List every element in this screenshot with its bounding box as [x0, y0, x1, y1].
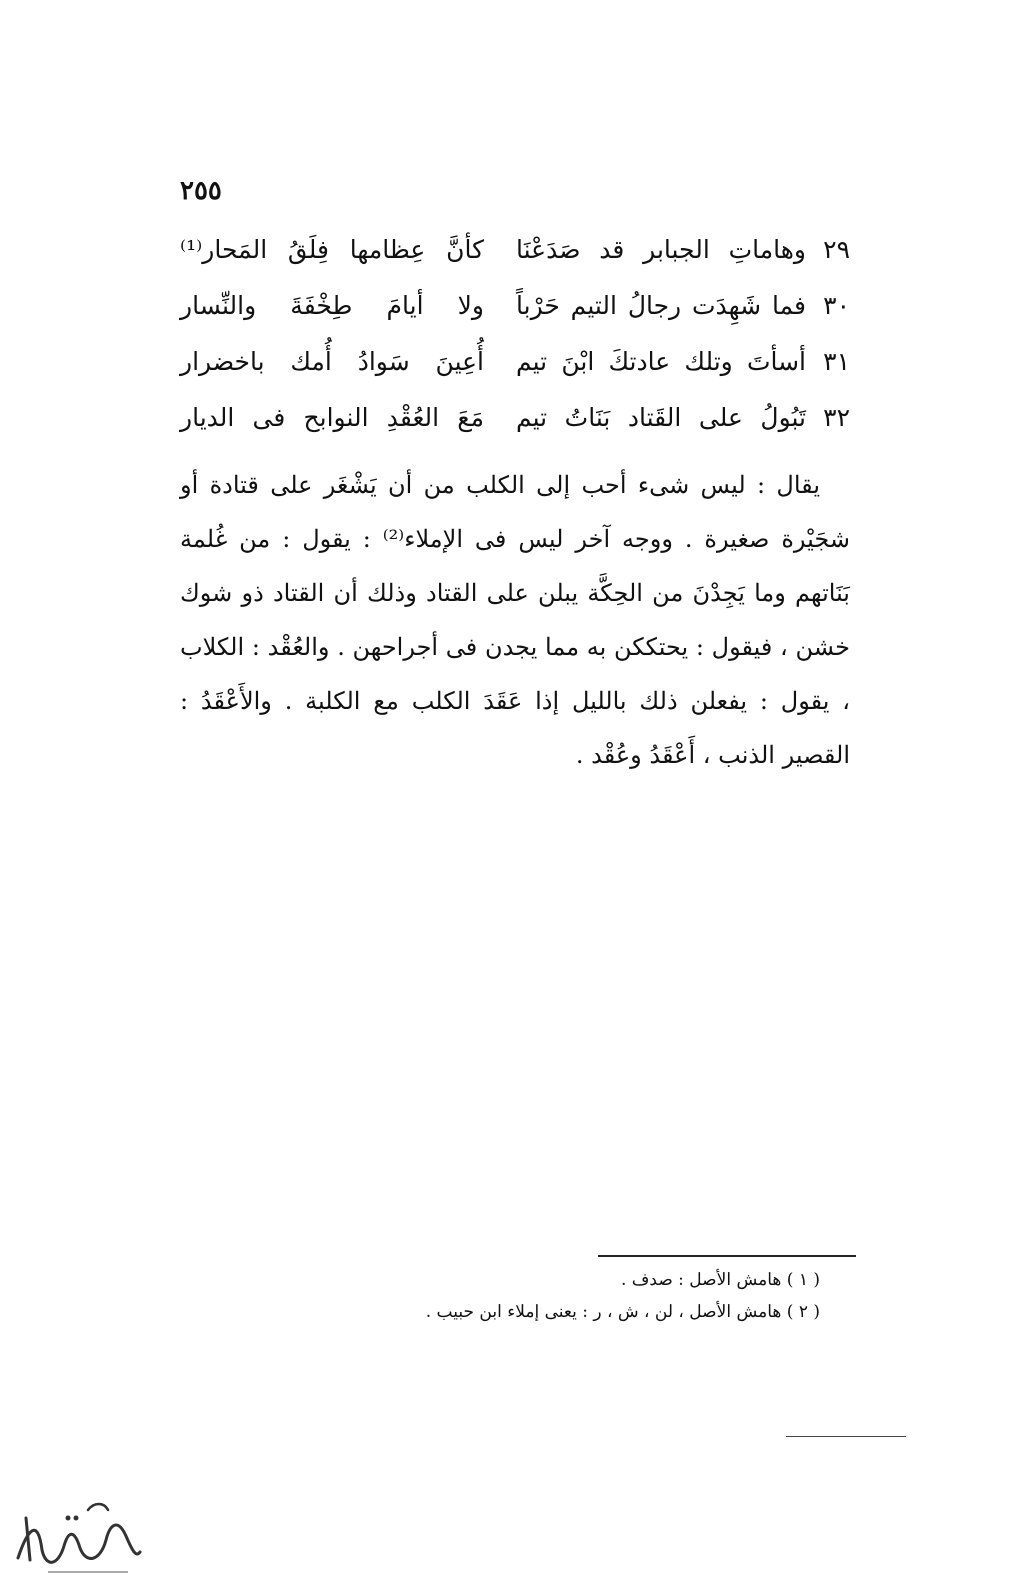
- verse-second-hemistich: مَعَ العُقْدِ النوابح فى الديار: [180, 403, 484, 432]
- verse-second-hemistich: كأنَّ عِظامها فِلَقُ المَحار⁽¹⁾: [180, 235, 484, 264]
- verse-number: ٣٠: [823, 291, 850, 320]
- poem-verses: [180, 222, 850, 446]
- verse-number: ٢٩: [823, 235, 850, 264]
- verse-line: [180, 390, 850, 446]
- verse-second-hemistich: أُعِينَ سَوادُ أُمك باخضرار: [180, 347, 484, 376]
- verse-first-hemistich: تَبُولُ على القَتاد بَنَاتُ تيم: [516, 403, 806, 432]
- page-number: ٢٥٥: [180, 176, 222, 206]
- commentary: [180, 458, 850, 782]
- verse-number: ٣١: [823, 347, 850, 376]
- commentary-paragraph: يقال : ليس شىء أحب إلى الكلب من أن يَشْغَر على قتادة أو شجَيْرة صغيرة . ووجه آخر ليس فى الإملاء⁽²⁾ : يقول : من غُلمة بَنَاتهم وما يَجِدْنَ من الحِكَّة يبلن على القتاد وذلك أن القتاد ذو شوك خشن ، فيقول : يحتككن به مما يجدن فى أجراحهن . والعُقْد : الكلاب ، يقول : يفعلن ذلك بالليل إذا عَقَدَ الكلب مع الكلبة . والأَعْقَدُ : القصير الذنب ، أَعْقَدُ وعُقْد .: [180, 471, 850, 769]
- verse-first-hemistich: فما شَهِدَت رجالُ التيم حَرْباً: [516, 291, 806, 320]
- footnote-divider: [598, 1255, 856, 1257]
- scan-mark-line: [786, 1436, 906, 1437]
- verse-first-hemistich: أسأتَ وتلك عادتكَ ابْنَ تيم: [516, 347, 806, 376]
- verse-line: [180, 278, 850, 334]
- verse-second-hemistich: ولا أيامَ طِخْفَةَ والنِّسار: [180, 291, 484, 320]
- calligraphy-logo-icon: [8, 1488, 148, 1578]
- footnote-2: ( ٢ ) هامش الأصل ، لن ، ش ، ر : يعنى إملاء ابن حبيب .: [425, 1302, 820, 1322]
- footnotes: [380, 1264, 820, 1328]
- verse-line: [180, 222, 850, 278]
- verse-line: [180, 334, 850, 390]
- verse-first-hemistich: وهاماتِ الجبابر قد صَدَعْنَا: [516, 235, 806, 264]
- verse-number: ٣٢: [823, 403, 850, 432]
- footnote-1: ( ١ ) هامش الأصل : صدف .: [620, 1270, 820, 1290]
